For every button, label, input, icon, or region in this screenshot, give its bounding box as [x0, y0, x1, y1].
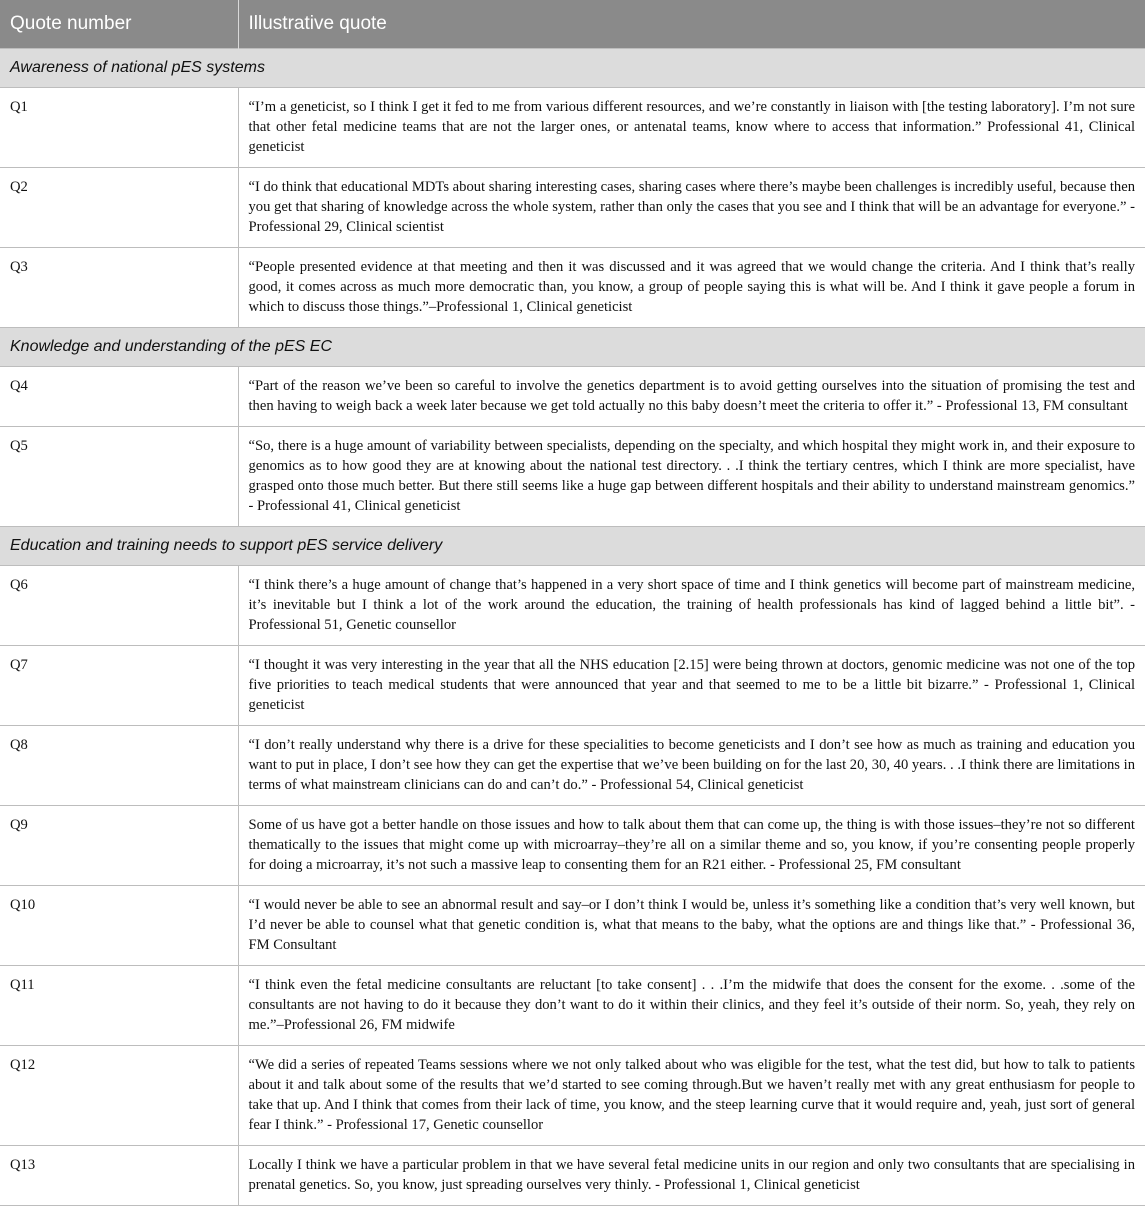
table-row	[0, 168, 1145, 248]
table-row	[0, 566, 1145, 646]
quote-text: “I would never be able to see an abnormal result and say–or I don’t think I would be, unless it’s something like a condition that’s very well known, but I’d never be able to counsel what that genetic condition is, what that means to the baby, what the options are and things like that.” - Professional 36, FM Consultant	[238, 886, 1145, 966]
section-title: Education and training needs to support pES service delivery	[0, 527, 1145, 566]
table-header-row	[0, 0, 1145, 49]
quote-number: Q6	[0, 566, 238, 646]
table-row	[0, 88, 1145, 168]
quote-number: Q3	[0, 248, 238, 328]
table-row	[0, 646, 1145, 726]
quote-number: Q7	[0, 646, 238, 726]
table-row	[0, 248, 1145, 328]
quote-text: “We did a series of repeated Teams sessions where we not only talked about who was eligible for the test, what the test did, but how to talk to patients about it and talk about some of the results that we’d started to see coming through.But we haven’t really met with any great enthusiasm for people to take that up. And I think that comes from their lack of time, you know, and the steep learning curve that it would require and, yeah, just sort of general fear I think.” - Professional 17, Genetic counsellor	[238, 1046, 1145, 1146]
header-illustrative-quote: Illustrative quote	[238, 0, 1145, 49]
table-row	[0, 806, 1145, 886]
quote-text: “I think even the fetal medicine consultants are reluctant [to take consent] . . .I’m the midwife that does the consent for the exome. . .some of the consultants are not having to do it because they don’t want to do it within their clinics, and they feel it’s outside of their norm. So, yeah, they rely on me.”–Professional 26, FM midwife	[238, 966, 1145, 1046]
quote-text: “So, there is a huge amount of variability between specialists, depending on the specialty, and which hospital they might work in, and their exposure to genomics as to how good they are at knowing about the national test directory. . .I think the tertiary centres, which I think are more specialist, have grasped onto those much better. But there still seems like a huge gap between different hospitals and their ability to understand mainstream genomics.” - Professional 41, Clinical geneticist	[238, 427, 1145, 527]
quote-number: Q2	[0, 168, 238, 248]
quote-text: Locally I think we have a particular problem in that we have several fetal medicine units in our region and only two consultants that are specialising in prenatal genetics. So, you know, just spreading ourselves very thinly. - Professional 1, Clinical geneticist	[238, 1146, 1145, 1206]
table-row	[0, 427, 1145, 527]
quote-number: Q9	[0, 806, 238, 886]
quote-text: “I’m a geneticist, so I think I get it fed to me from various different resources, and we’re constantly in liaison with [the testing laboratory]. I’m not sure that other fetal medicine teams that are not the larger ones, or antenatal teams, know where to access that information.” Professional 41, Clinical geneticist	[238, 88, 1145, 168]
table-row	[0, 886, 1145, 966]
quote-text: “People presented evidence at that meeting and then it was discussed and it was agreed that we would change the criteria. And I think that’s really good, it comes across as much more democratic than, you know, a group of people saying this is what will be. And I think it gave people a forum in which to discuss those things.”–Professional 1, Clinical geneticist	[238, 248, 1145, 328]
header-quote-number: Quote number	[0, 0, 238, 49]
quote-text: Some of us have got a better handle on those issues and how to talk about them that can come up, the thing is with those issues–they’re not so different thematically to the issues that might come up with microarray–they’re all on a similar theme and so, you know, if you’re consenting people properly for doing a microarray, it’s not such a massive leap to consenting them for an R21 either. - Professional 25, FM consultant	[238, 806, 1145, 886]
quote-text: “I think there’s a huge amount of change that’s happened in a very short space of time and I think genetics will become part of mainstream medicine, it’s inevitable but I think a lot of the work around the education, the training of health professionals has kind of lagged behind a little bit”. - Professional 51, Genetic counsellor	[238, 566, 1145, 646]
section-row	[0, 49, 1145, 88]
quote-text: “I thought it was very interesting in the year that all the NHS education [2.15] were being thrown at doctors, genomic medicine was not one of the top five priorities to teach medical students that were announced that year and that seemed to me to be a little bit bizarre.” - Professional 1, Clinical geneticist	[238, 646, 1145, 726]
quote-number: Q4	[0, 367, 238, 427]
quote-number: Q10	[0, 886, 238, 966]
quote-text: “I don’t really understand why there is a drive for these specialities to become geneticists and I don’t see how as much as training and education you want to put in place, I don’t see how they can get the expertise that we’ve been building on for the last 20, 30, 40 years. . .I think there are limitations in terms of what mainstream clinicians can do and can’t do.” - Professional 54, Clinical geneticist	[238, 726, 1145, 806]
section-row	[0, 527, 1145, 566]
quote-text: “I do think that educational MDTs about sharing interesting cases, sharing cases where there’s maybe been challenges is incredibly useful, because then you get that sharing of knowledge across the whole system, rather than only the cases that you see and I think that will be an advantage for everyone.” - Professional 29, Clinical scientist	[238, 168, 1145, 248]
section-title: Knowledge and understanding of the pES EC	[0, 328, 1145, 367]
section-row	[0, 328, 1145, 367]
section-title: Awareness of national pES systems	[0, 49, 1145, 88]
quote-number: Q11	[0, 966, 238, 1046]
table-row	[0, 966, 1145, 1046]
quote-number: Q13	[0, 1146, 238, 1206]
table-row	[0, 1046, 1145, 1146]
quote-text: “Part of the reason we’ve been so careful to involve the genetics department is to avoid getting ourselves into the situation of promising the test and then having to weigh back a week later because we get told actually no this baby doesn’t meet the criteria to offer it.” - Professional 13, FM consultant	[238, 367, 1145, 427]
table-row	[0, 367, 1145, 427]
quote-number: Q5	[0, 427, 238, 527]
table-row	[0, 726, 1145, 806]
quote-number: Q1	[0, 88, 238, 168]
table-row	[0, 1146, 1145, 1206]
quote-number: Q12	[0, 1046, 238, 1146]
quote-number: Q8	[0, 726, 238, 806]
